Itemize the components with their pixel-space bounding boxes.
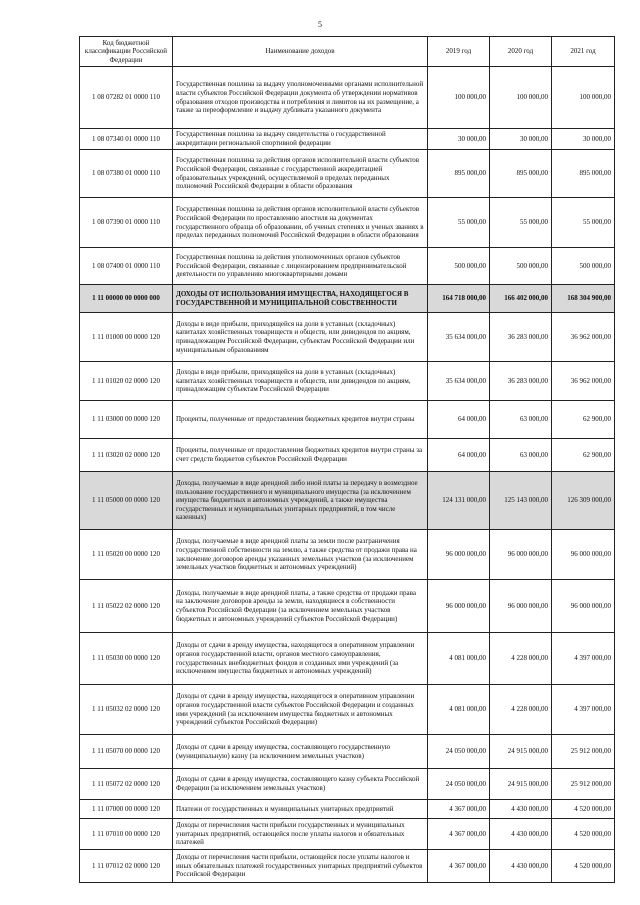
row-2021: 36 962 000,00 xyxy=(552,362,615,401)
row-2021: 126 309 000,00 xyxy=(552,472,615,530)
row-2020: 500 000,00 xyxy=(490,248,552,285)
row-2021: 96 000 000,00 xyxy=(552,580,615,633)
row-2020: 4 430 000,00 xyxy=(490,819,552,850)
row-code: 1 11 01020 02 0000 120 xyxy=(80,362,173,401)
row-2021: 100 000,00 xyxy=(552,67,615,129)
row-2020: 96 000 000,00 xyxy=(490,530,552,580)
row-name: Доходы, получаемые в виде арендной либо иной платы за передачу в возмездное пользование государственного и муниципального имущества (за исключением имущества бюджетных и автономных учреждений, а также имущества государственных и муниципальных унитарных предприятий, в том числе казенных) xyxy=(173,472,428,530)
row-2020: 100 000,00 xyxy=(490,67,552,129)
page-number: 5 xyxy=(318,20,322,29)
table-row xyxy=(80,850,615,883)
header-2020: 2020 год xyxy=(490,37,552,67)
table-row xyxy=(80,800,615,819)
row-2019: 30 000,00 xyxy=(428,129,490,150)
table-row xyxy=(80,401,615,439)
row-name: Проценты, полученные от предоставления бюджетных кредитов внутри страны xyxy=(173,401,428,439)
row-name: Доходы в виде прибыли, приходящейся на доли в уставных (складочных) капиталах хозяйственных товариществ и обществ, или дивидендов по акциям, принадлежащим субъектам Российской Федерации xyxy=(173,362,428,401)
row-2020: 24 915 000,00 xyxy=(490,769,552,800)
row-2019: 24 050 000,00 xyxy=(428,769,490,800)
row-2021: 36 962 000,00 xyxy=(552,313,615,362)
row-2021: 25 912 000,00 xyxy=(552,769,615,800)
row-code: 1 11 05072 02 0000 120 xyxy=(80,769,173,800)
row-code: 1 11 05030 00 0000 120 xyxy=(80,633,173,685)
row-2019: 35 634 000,00 xyxy=(428,313,490,362)
table-body xyxy=(80,67,615,883)
row-2020: 63 000,00 xyxy=(490,401,552,439)
row-2020: 125 143 000,00 xyxy=(490,472,552,530)
row-2021: 500 000,00 xyxy=(552,248,615,285)
table-row xyxy=(80,633,615,685)
row-code: 1 11 03000 00 0000 120 xyxy=(80,401,173,439)
row-2019: 895 000,00 xyxy=(428,150,490,198)
row-code: 1 11 07012 02 0000 120 xyxy=(80,850,173,883)
row-2019: 64 000,00 xyxy=(428,439,490,472)
row-2020: 36 283 000,00 xyxy=(490,362,552,401)
row-2019: 164 718 000,00 xyxy=(428,285,490,313)
row-2019: 24 050 000,00 xyxy=(428,735,490,769)
row-code: 1 11 03020 02 0000 120 xyxy=(80,439,173,472)
row-name: Государственная пошлина за действия органов исполнительной власти субъектов Российской Федерации по проставлению апостиля на документах государственного образца об образовании, об ученых степенях и ученых званиях в пределах переданных полномочий Российской Федерации в области образования xyxy=(173,198,428,248)
row-2021: 55 000,00 xyxy=(552,198,615,248)
table-row xyxy=(80,248,615,285)
row-name: Доходы от перечисления части прибыли, остающейся после уплаты налогов и иных обязательных платежей государственных унитарных предприятий субъектов Российской Федерации xyxy=(173,850,428,883)
row-2021: 895 000,00 xyxy=(552,150,615,198)
row-code: 1 11 00000 00 0000 000 xyxy=(80,285,173,313)
row-name: Государственная пошлина за выдачу уполномоченными органами исполнительной власти субъектов Российской Федерации документа об утверждении нормативов образования отходов производства и потребления и лимитов на их размещение, а также за переоформление и выдачу дубликата указанного документа xyxy=(173,67,428,129)
row-2020: 4 228 000,00 xyxy=(490,633,552,685)
table-row xyxy=(80,67,615,129)
table-row xyxy=(80,285,615,313)
row-code: 1 11 07000 00 0000 120 xyxy=(80,800,173,819)
row-code: 1 11 05032 02 0000 120 xyxy=(80,685,173,735)
row-2021: 96 000 000,00 xyxy=(552,530,615,580)
table-row xyxy=(80,198,615,248)
row-2019: 500 000,00 xyxy=(428,248,490,285)
row-name: Проценты, полученные от предоставления бюджетных кредитов внутри страны за счет средств бюджетов субъектов Российской Федерации xyxy=(173,439,428,472)
row-2019: 96 000 000,00 xyxy=(428,580,490,633)
row-2020: 63 000,00 xyxy=(490,439,552,472)
header-2021: 2021 год xyxy=(552,37,615,67)
table-row xyxy=(80,362,615,401)
row-name: Доходы от сдачи в аренду имущества, составляющего государственную (муниципальную) казну (за исключением земельных участков) xyxy=(173,735,428,769)
row-2020: 4 228 000,00 xyxy=(490,685,552,735)
header-code: Код бюджетной классификации Российской Федерации xyxy=(80,37,173,67)
row-2020: 36 283 000,00 xyxy=(490,313,552,362)
row-name: Государственная пошлина за выдачу свидетельства о государственной аккредитации региональной спортивной федерации xyxy=(173,129,428,150)
header-2019: 2019 год xyxy=(428,37,490,67)
row-2021: 4 520 000,00 xyxy=(552,850,615,883)
table-row xyxy=(80,769,615,800)
row-name: Доходы от сдачи в аренду имущества, находящегося в оперативном управлении органов государственной власти, органов местного самоуправления, государственных внебюджетных фондов и созданных ими учреждений (за исключением имущества бюджетных и автономных учреждений) xyxy=(173,633,428,685)
row-2020: 24 915 000,00 xyxy=(490,735,552,769)
row-name: Доходы от перечисления части прибыли государственных и муниципальных унитарных предприятий, остающейся после уплаты налогов и обязательных платежей xyxy=(173,819,428,850)
row-2020: 895 000,00 xyxy=(490,150,552,198)
row-2019: 4 367 000,00 xyxy=(428,819,490,850)
row-2021: 62 900,00 xyxy=(552,439,615,472)
row-code: 1 11 05022 02 0000 120 xyxy=(80,580,173,633)
row-name: Доходы от сдачи в аренду имущества, составляющего казну субъекта Российской Федерации (за исключением земельных участков) xyxy=(173,769,428,800)
row-name: Государственная пошлина за действия органов исполнительной власти субъектов Российской Федерации, связанные с государственной аккредитацией образовательных учреждений, осуществляемой в пределах переданных полномочий Российской Федерации в области образования xyxy=(173,150,428,198)
row-2021: 4 520 000,00 xyxy=(552,800,615,819)
row-2020: 55 000,00 xyxy=(490,198,552,248)
row-2019: 124 131 000,00 xyxy=(428,472,490,530)
revenue-table xyxy=(79,36,615,883)
row-code: 1 08 07380 01 0000 110 xyxy=(80,150,173,198)
row-2020: 4 430 000,00 xyxy=(490,800,552,819)
row-code: 1 08 07282 01 0000 110 xyxy=(80,67,173,129)
row-code: 1 08 07390 01 0000 110 xyxy=(80,198,173,248)
table-row xyxy=(80,439,615,472)
row-2019: 4 367 000,00 xyxy=(428,850,490,883)
row-code: 1 11 05020 00 0000 120 xyxy=(80,530,173,580)
row-2021: 25 912 000,00 xyxy=(552,735,615,769)
row-2020: 96 000 000,00 xyxy=(490,580,552,633)
row-name: Доходы, получаемые в виде арендной платы за земли после разграничения государственной собственности на землю, а также средства от продажи права на заключение договоров аренды указанных земельных участков (за исключением земельных участков бюджетных и автономных учреждений) xyxy=(173,530,428,580)
row-2019: 4 081 000,00 xyxy=(428,685,490,735)
row-2019: 100 000,00 xyxy=(428,67,490,129)
row-code: 1 11 05000 00 0000 120 xyxy=(80,472,173,530)
table-header-row xyxy=(80,37,615,67)
row-2020: 166 402 000,00 xyxy=(490,285,552,313)
row-2019: 64 000,00 xyxy=(428,401,490,439)
row-name: Платежи от государственных и муниципальных унитарных предприятий xyxy=(173,800,428,819)
row-code: 1 08 07340 01 0000 110 xyxy=(80,129,173,150)
row-2019: 55 000,00 xyxy=(428,198,490,248)
row-2019: 4 081 000,00 xyxy=(428,633,490,685)
row-2019: 96 000 000,00 xyxy=(428,530,490,580)
header-name: Наименование доходов xyxy=(173,37,428,67)
row-2020: 30 000,00 xyxy=(490,129,552,150)
table-row xyxy=(80,580,615,633)
row-2021: 4 397 000,00 xyxy=(552,685,615,735)
row-2021: 30 000,00 xyxy=(552,129,615,150)
row-code: 1 11 05070 00 0000 120 xyxy=(80,735,173,769)
row-code: 1 08 07400 01 0000 110 xyxy=(80,248,173,285)
row-2021: 4 520 000,00 xyxy=(552,819,615,850)
row-2021: 62 900,00 xyxy=(552,401,615,439)
row-code: 1 11 07010 00 0000 120 xyxy=(80,819,173,850)
row-name: ДОХОДЫ ОТ ИСПОЛЬЗОВАНИЯ ИМУЩЕСТВА, НАХОДЯЩЕГОСЯ В ГОСУДАРСТВЕННОЙ И МУНИЦИПАЛЬНОЙ СОБСТВЕННОСТИ xyxy=(173,285,428,313)
row-name: Доходы, получаемые в виде арендной платы, а также средства от продажи права на заключение договоров аренды за земли, находящиеся в собственности субъектов Российской Федерации (за исключением земельных участков бюджетных и автономных учреждений субъектов Российской Федерации) xyxy=(173,580,428,633)
row-name: Государственная пошлина за действия уполномоченных органов субъектов Российской Федерации, связанные с лицензированием предпринимательской деятельности по управлению многоквартирными домами xyxy=(173,248,428,285)
row-2019: 35 634 000,00 xyxy=(428,362,490,401)
table-row xyxy=(80,735,615,769)
table-row xyxy=(80,685,615,735)
row-2020: 4 430 000,00 xyxy=(490,850,552,883)
table-row xyxy=(80,530,615,580)
row-code: 1 11 01000 00 0000 120 xyxy=(80,313,173,362)
table-row xyxy=(80,472,615,530)
row-2019: 4 367 000,00 xyxy=(428,800,490,819)
row-2021: 4 397 000,00 xyxy=(552,633,615,685)
table-row xyxy=(80,129,615,150)
row-name: Доходы в виде прибыли, приходящейся на доли в уставных (складочных) капиталах хозяйственных товариществ и обществ, или дивидендов по акциям, принадлежащим Российской Федерации, субъектам Российской Федерации или муниципальным образованиям xyxy=(173,313,428,362)
row-name: Доходы от сдачи в аренду имущества, находящегося в оперативном управлении органов государственной власти субъектов Российской Федерации и созданных ими учреждений (за исключением имущества бюджетных и автономных учреждений субъектов Российской Федерации) xyxy=(173,685,428,735)
table-row xyxy=(80,819,615,850)
table-row xyxy=(80,313,615,362)
row-2021: 168 304 900,00 xyxy=(552,285,615,313)
table-row xyxy=(80,150,615,198)
